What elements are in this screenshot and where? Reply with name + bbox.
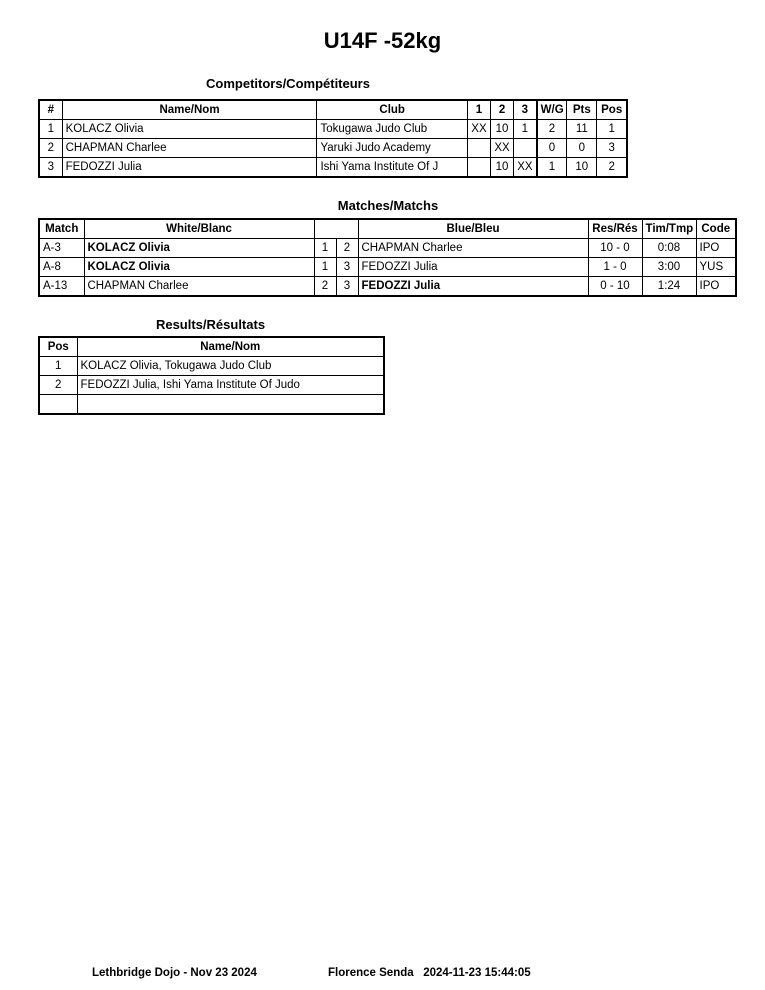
match-white: KOLACZ Olivia bbox=[84, 258, 314, 277]
competitor-name: CHAPMAN Charlee bbox=[62, 139, 317, 158]
competitor-pts: 0 bbox=[567, 139, 597, 158]
table-row bbox=[39, 139, 627, 158]
match-code: YUS bbox=[696, 258, 736, 277]
competitor-r3 bbox=[514, 139, 537, 158]
col-header-r3: 3 bbox=[514, 100, 537, 120]
col-header-name: Name/Nom bbox=[77, 337, 384, 357]
competitor-r2: XX bbox=[491, 139, 514, 158]
match-id: A-3 bbox=[39, 239, 84, 258]
competitors-section-title: Competitors/Compétiteurs bbox=[206, 76, 370, 91]
match-result: 10 - 0 bbox=[588, 239, 642, 258]
competitor-r1: XX bbox=[467, 120, 490, 139]
result-name bbox=[77, 395, 384, 415]
competitor-r1 bbox=[467, 139, 490, 158]
col-header-pos: Pos bbox=[39, 337, 77, 357]
competitor-r2: 10 bbox=[491, 158, 514, 178]
col-header-wg: W/G bbox=[537, 100, 567, 120]
match-time: 1:24 bbox=[642, 277, 696, 297]
result-pos: 2 bbox=[39, 376, 77, 395]
competitor-pts: 10 bbox=[567, 158, 597, 178]
footer-operator-timestamp: Florence Senda 2024-11-23 15:44:05 bbox=[328, 967, 531, 979]
col-header-num: # bbox=[39, 100, 62, 120]
result-pos: 1 bbox=[39, 357, 77, 376]
competitor-r1 bbox=[467, 158, 490, 178]
competitor-wg: 1 bbox=[537, 158, 567, 178]
table-row bbox=[39, 239, 736, 258]
competitor-name: FEDOZZI Julia bbox=[62, 158, 317, 178]
competitor-pos: 2 bbox=[597, 158, 627, 178]
match-result: 0 - 10 bbox=[588, 277, 642, 297]
footer-event: Lethbridge Dojo - Nov 23 2024 bbox=[92, 967, 257, 979]
table-row bbox=[39, 277, 736, 297]
competitor-r3: 1 bbox=[514, 120, 537, 139]
results-table bbox=[38, 336, 385, 415]
match-white-num: 2 bbox=[314, 277, 336, 297]
match-id: A-13 bbox=[39, 277, 84, 297]
competitor-name: KOLACZ Olivia bbox=[62, 120, 317, 139]
col-header-r2: 2 bbox=[491, 100, 514, 120]
col-header-name: Name/Nom bbox=[62, 100, 317, 120]
result-pos bbox=[39, 395, 77, 415]
match-time: 3:00 bbox=[642, 258, 696, 277]
match-blue-num: 2 bbox=[336, 239, 358, 258]
competitor-club: Ishi Yama Institute Of J bbox=[317, 158, 468, 178]
col-header-pts: Pts bbox=[567, 100, 597, 120]
competitor-num: 2 bbox=[39, 139, 62, 158]
competitor-club: Tokugawa Judo Club bbox=[317, 120, 468, 139]
table-row bbox=[39, 376, 384, 395]
table-row bbox=[39, 357, 384, 376]
competitor-num: 1 bbox=[39, 120, 62, 139]
match-time: 0:08 bbox=[642, 239, 696, 258]
matches-section-title: Matches/Matchs bbox=[337, 198, 439, 213]
competitors-table bbox=[38, 99, 628, 178]
results-section-title: Results/Résultats bbox=[155, 317, 266, 332]
competitor-pos: 3 bbox=[597, 139, 627, 158]
result-name: FEDOZZI Julia, Ishi Yama Institute Of Judo bbox=[77, 376, 384, 395]
table-row bbox=[39, 158, 627, 178]
results-header-row bbox=[39, 337, 384, 357]
match-id: A-8 bbox=[39, 258, 84, 277]
col-header-pos: Pos bbox=[597, 100, 627, 120]
col-header-time: Tim/Tmp bbox=[642, 219, 696, 239]
table-row bbox=[39, 395, 384, 415]
match-white: CHAPMAN Charlee bbox=[84, 277, 314, 297]
match-code: IPO bbox=[696, 277, 736, 297]
col-header-res: Res/Rés bbox=[588, 219, 642, 239]
table-row bbox=[39, 120, 627, 139]
match-white: KOLACZ Olivia bbox=[84, 239, 314, 258]
match-blue: FEDOZZI Julia bbox=[358, 258, 588, 277]
match-blue-num: 3 bbox=[336, 258, 358, 277]
competitor-pts: 11 bbox=[567, 120, 597, 139]
col-header-blue: Blue/Bleu bbox=[358, 219, 588, 239]
match-blue-num: 3 bbox=[336, 277, 358, 297]
matches-header-row bbox=[39, 219, 736, 239]
col-header-code: Code bbox=[696, 219, 736, 239]
competitors-header-row bbox=[39, 100, 627, 120]
match-white-num: 1 bbox=[314, 258, 336, 277]
col-header-club: Club bbox=[317, 100, 468, 120]
competitor-r3: XX bbox=[514, 158, 537, 178]
competitor-club: Yaruki Judo Academy bbox=[317, 139, 468, 158]
match-blue: FEDOZZI Julia bbox=[358, 277, 588, 297]
col-header-white: White/Blanc bbox=[84, 219, 314, 239]
col-header-r1: 1 bbox=[467, 100, 490, 120]
matches-table bbox=[38, 218, 737, 297]
competitor-r2: 10 bbox=[491, 120, 514, 139]
result-name: KOLACZ Olivia, Tokugawa Judo Club bbox=[77, 357, 384, 376]
match-white-num: 1 bbox=[314, 239, 336, 258]
competitor-wg: 2 bbox=[537, 120, 567, 139]
competitor-num: 3 bbox=[39, 158, 62, 178]
match-blue: CHAPMAN Charlee bbox=[358, 239, 588, 258]
col-header-spacer bbox=[314, 219, 358, 239]
competitor-pos: 1 bbox=[597, 120, 627, 139]
match-code: IPO bbox=[696, 239, 736, 258]
competitor-wg: 0 bbox=[537, 139, 567, 158]
col-header-match: Match bbox=[39, 219, 84, 239]
page-title: U14F -52kg bbox=[323, 28, 442, 53]
match-result: 1 - 0 bbox=[588, 258, 642, 277]
table-row bbox=[39, 258, 736, 277]
